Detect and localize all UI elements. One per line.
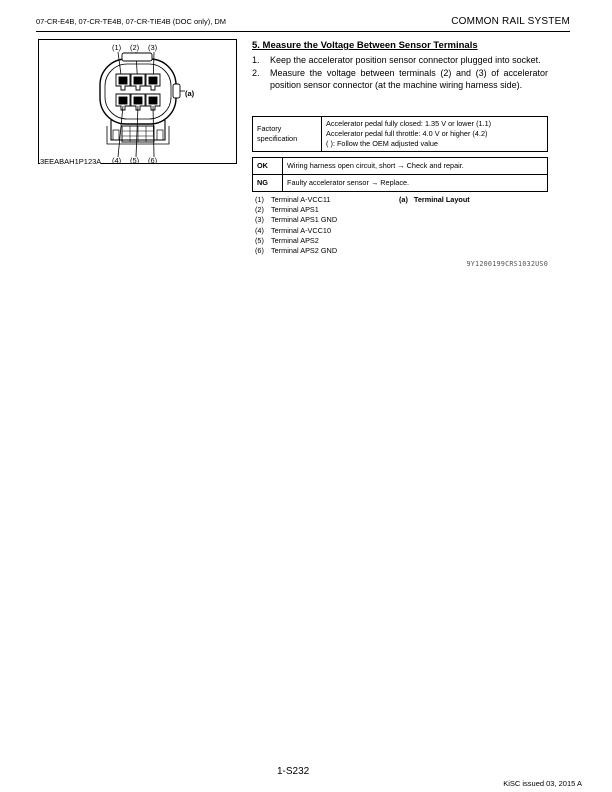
spec-line: ( ): Follow the OEM adjusted value — [326, 139, 438, 148]
terminal-number: (4) — [255, 225, 264, 235]
step-number: 1. — [252, 55, 260, 65]
result-text-ok: Wiring harness open circuit, short → Check and repair. — [283, 158, 548, 175]
result-text-ng: Faulty accelerator sensor → Replace. — [283, 175, 548, 192]
page-number: 1-S232 — [277, 766, 310, 777]
step-text: Measure the voltage between terminals (2) and (3) of accelerator position sensor connector (at the machine wiring harness side). — [270, 67, 548, 90]
list-item — [255, 195, 337, 205]
table-row — [253, 158, 548, 175]
list-item — [255, 205, 337, 215]
label-terminal-layout: (a) — [185, 89, 195, 98]
procedure-steps — [252, 54, 548, 92]
result-key-ng: NG — [253, 175, 283, 192]
step-number: 2. — [252, 67, 260, 78]
terminal-name: Terminal APS1 — [271, 205, 319, 215]
label-terminal-5: (5) — [130, 156, 140, 164]
figure-legend — [399, 195, 470, 204]
list-item — [255, 246, 337, 256]
step-item — [252, 67, 548, 92]
label-terminal-6: (6) — [148, 156, 158, 164]
terminal-name: Terminal APS2 — [271, 235, 319, 245]
list-item — [255, 215, 337, 225]
spec-line: Accelerator pedal full throttle: 4.0 V or higher (4.2) — [326, 129, 488, 138]
terminal-name: Terminal A-VCC10 — [271, 225, 332, 235]
label-terminal-3: (3) — [148, 43, 158, 52]
terminal-list — [255, 195, 337, 256]
connector-figure — [38, 39, 237, 164]
label-terminal-2: (2) — [130, 43, 140, 52]
spec-line: Accelerator pedal fully closed: 1.35 V or lower (1.1) — [326, 119, 492, 128]
spec-values — [322, 117, 548, 152]
legend-label: Terminal Layout — [413, 195, 470, 204]
terminal-name: Terminal APS2 GND — [271, 246, 338, 256]
reference-code: 9Y1200199CRS1032US0 — [466, 260, 548, 268]
list-item — [255, 236, 337, 246]
header-divider — [36, 31, 570, 32]
section-title: 5. Measure the Voltage Between Sensor Terminals — [252, 40, 478, 51]
table-row — [253, 175, 548, 192]
step-text: Keep the accelerator position sensor connector plugged into socket. — [270, 55, 541, 65]
list-item — [255, 226, 337, 236]
terminal-number: (2) — [255, 205, 264, 215]
terminal-number: (3) — [255, 215, 264, 225]
factory-spec-table — [252, 116, 548, 152]
terminal-cavities — [116, 74, 160, 110]
step-item — [252, 54, 548, 67]
connector-diagram — [39, 40, 237, 164]
legend-key: (a) — [399, 195, 408, 204]
issue-note: KiSC issued 03, 2015 A — [503, 779, 582, 788]
terminal-number: (1) — [255, 195, 264, 204]
header-doc-models: 07-CR-E4B, 07-CR-TE4B, 07-CR-TIE4B (DOC only), DM — [36, 17, 227, 26]
terminal-number: (5) — [255, 235, 264, 245]
header-section-title: COMMON RAIL SYSTEM — [451, 16, 570, 27]
terminal-name: Terminal A-VCC11 — [271, 195, 331, 204]
label-terminal-4: (4) — [112, 156, 122, 164]
result-table — [252, 157, 548, 192]
result-key-ok: OK — [253, 158, 283, 175]
spec-label: Factory specification — [253, 117, 322, 152]
terminal-number: (6) — [255, 246, 264, 256]
terminal-name: Terminal APS1 GND — [271, 215, 338, 225]
table-row — [253, 117, 548, 152]
label-terminal-1: (1) — [112, 43, 122, 52]
figure-caption: 3EEABAH1P123A — [40, 157, 102, 166]
